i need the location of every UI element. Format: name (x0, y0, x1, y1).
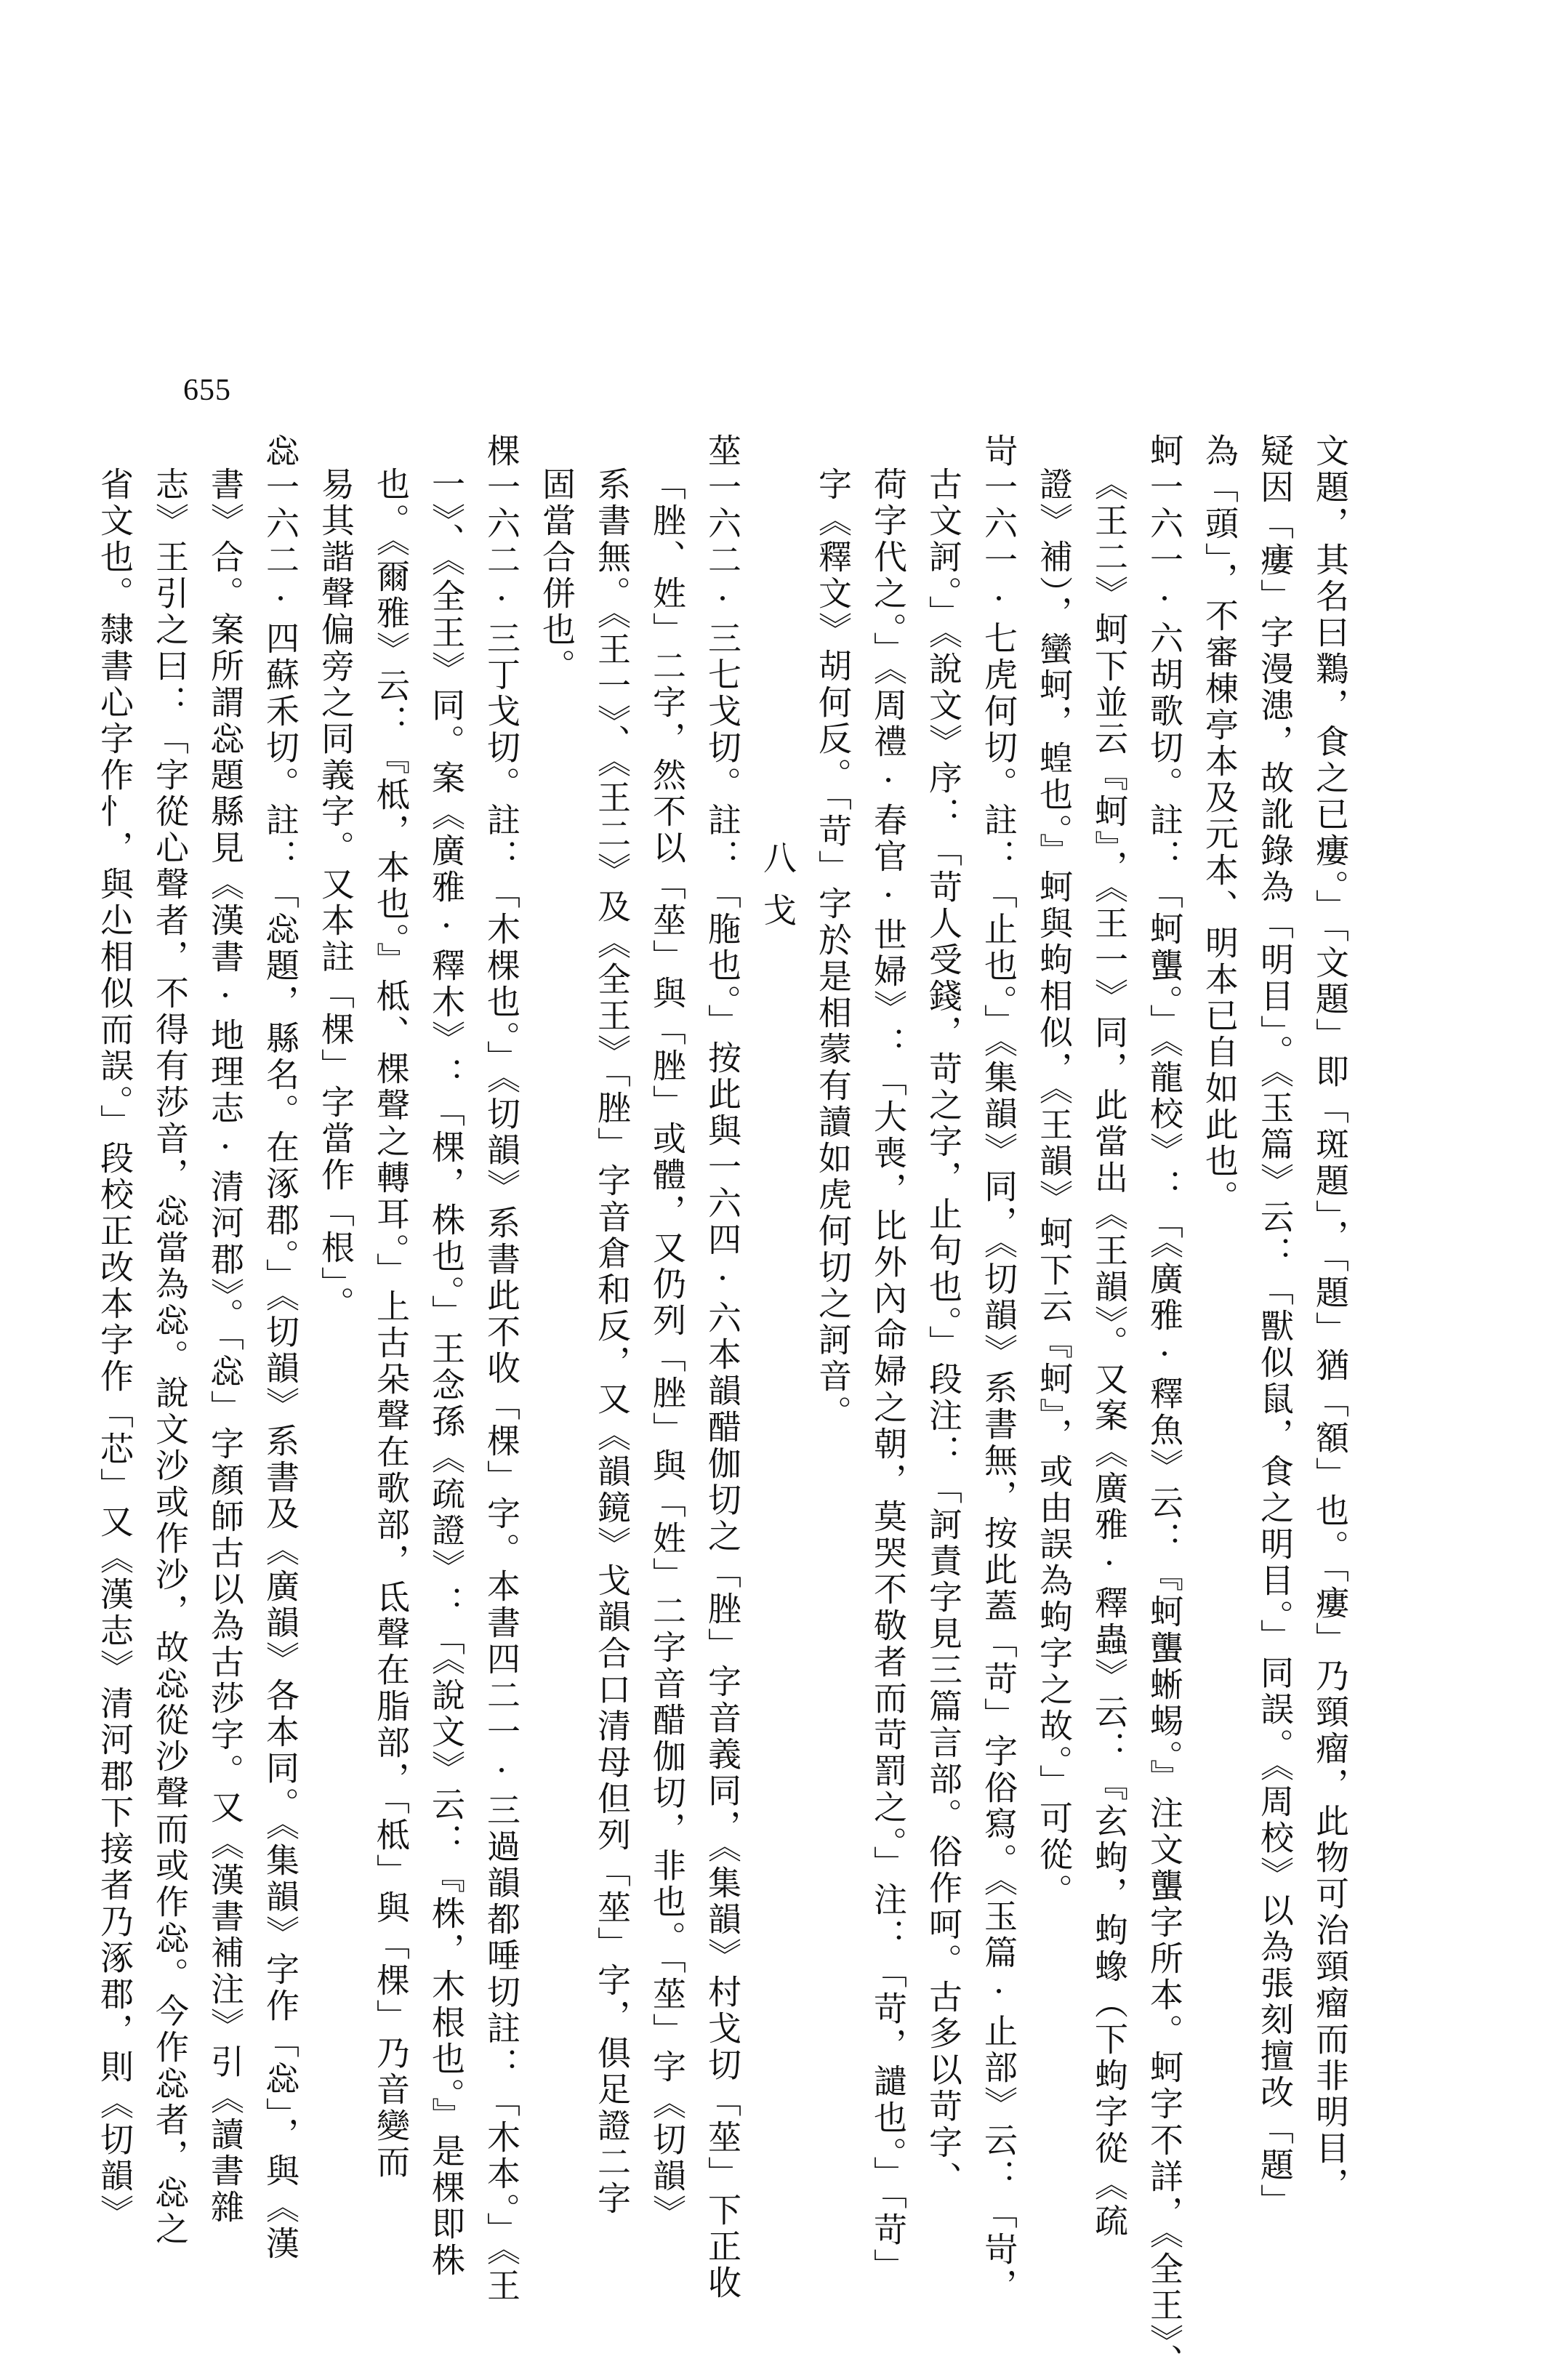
section-heading: 八戈 (758, 840, 797, 945)
text-line: 證》補），蠻蚵，蝗也。』蚵與蚼相似，《王韻》蚵下云『蚵』，或由誤為蚼字之故。」可從。 (1034, 467, 1074, 1910)
text-line: 也。《爾雅》云：『柢，本也。』柢、棵聲之轉耳。」上古朵聲在歌部，氐聲在脂部，「柢」與「棵」乃音變而 (371, 467, 411, 2181)
text-line: 固當合併也。 (537, 467, 576, 685)
text-line: 文題，其名曰鸈，食之已瘻。」「文題」即「斑題」，「題」猶「額」也。「瘻」乃頸瘤，此物可治頸瘤而非明目， (1311, 433, 1350, 2203)
text-line: 為「頭」，不審棟亭本及元本、明本已自如此也。 (1200, 433, 1239, 1216)
text-line: 省文也。隸書心字作忄，與尐相似而誤。」段校正改本字作「芯」又《漢志》清河郡下接者乃涿郡，則《切韻》 (95, 467, 134, 2231)
text-line: 易其諧聲偏旁之同義字。又本註「棵」字當作「根」。 (316, 467, 355, 1322)
text-line: 《王二》蚵下並云『蚵』，《王一》同，此當出《王韻》。又案《廣雅·釋蟲》云：『玄蚼，蚼蟓（下蚼字從《疏 (1090, 467, 1129, 2240)
text-line: 字《釋文》胡何反。「苛」字於是相蒙有讀如虎何切之訶音。 (813, 467, 853, 1431)
text-line: 疑因「瘻」字漫漶，故訛錄為「明目」。《玉篇》云：「獸似鼠，食之明目。」同誤。《周校》以為張刻擅改「題」 (1255, 433, 1295, 2220)
text-line: 荷字代之。」《周禮·春官·世婦》：「大喪，比外內命婦之朝，莫哭不敬者而苛罰之。」注：「苛，譴也。」「苛」 (869, 467, 908, 2285)
entry-line: 惢一六二·四蘇禾切。註：「惢題，縣名。在涿郡。」《切韻》系書及《廣韻》各本同。《集韻》字作「惢」，與《漢 (261, 433, 300, 2262)
text-line: 古文訶。」《說文》序：「苛人受錢，苛之字，止句也。」段注：「訶責字見三篇言部。俗作呵。古多以苛字、 (924, 467, 963, 2198)
entry-line: 棵一六二·三丁戈切。註：「木棵也。」《切韻》系書此不收「棵」字。本書四二一·三過韻都唾切註：「木本。」《王 (482, 433, 521, 2304)
text-line: 「脞、姓」二字，然不以「莝」與「脞」或體，又仍列「脞」與「姓」二字音醋伽切，非也。「莝」字《切韻》 (648, 467, 687, 2231)
text-line: 一》、《全王》同。案《廣雅·釋木》：「棵，株也。」王念孫《疏證》：「《說文》云：『株，木根也。』是棵即株 (427, 467, 466, 2279)
entry-line: 蚵一六一·六胡歌切。註：「蚵蠪。」《龍校》：「《廣雅·釋魚》云：『蚵蠪蜥蜴。』注文蠪字所本。蚵字不詳，《全王》、 (1145, 433, 1184, 2380)
text-line: 志》王引之曰：「字從心聲者，不得有莎音，惢當為惢。說文沙或作沙，故惢從沙聲而或作惢。今作惢者，惢之 (150, 467, 190, 2248)
entry-line: 岢一六一·七虎何切。註：「止也。」《集韻》同，《切韻》系書無，按此蓋「苛」字俗寫。《玉篇·止部》云：「岢， (979, 433, 1018, 2304)
text-line: 系書無。《王一》、《王二》及《全王》「脞」字音倉和反，又《韻鏡》戈韻合口清母但列「莝」字，俱足證二字 (592, 467, 632, 2217)
text-line: 書》合。案所謂惢題縣見《漢書·地理志·清河郡》。「惢」字顏師古以為古莎字。又《漢書補注》引《讀書雜 (206, 467, 245, 2226)
page-number: 655 (183, 374, 231, 407)
vertical-text-body (95, 433, 1358, 2380)
entry-line: 莝一六二·三七戈切。註：「胣也。」按此與一六四·六本韻醋伽切之「脞」字音義同，《集韻》村戈切「莝」下正收 (703, 433, 742, 2301)
